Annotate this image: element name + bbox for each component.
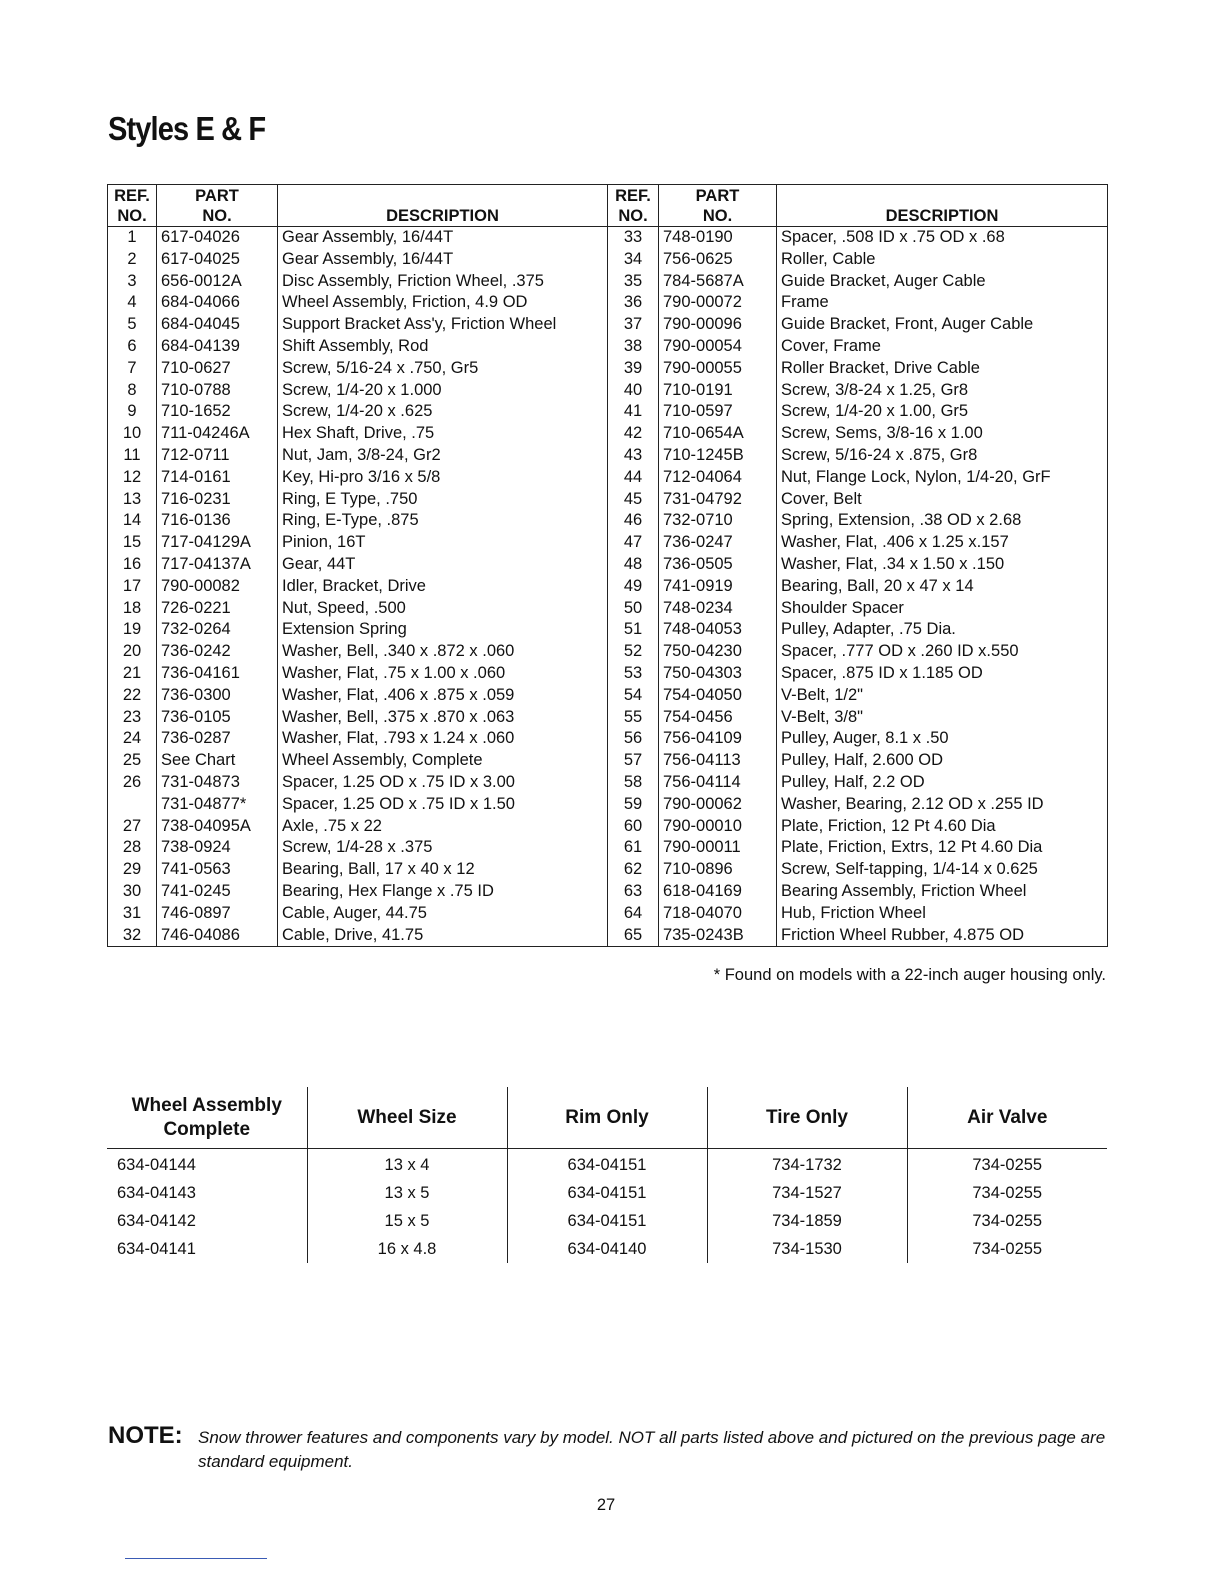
ref-no-cell: 45 bbox=[608, 489, 659, 511]
ref-no-cell: 17 bbox=[122, 576, 142, 595]
wheel-size-cell: 15 x 5 bbox=[307, 1207, 507, 1235]
ref-no-cell: 41 bbox=[608, 401, 659, 423]
part-no-cell: 790-00010 bbox=[659, 816, 777, 838]
parts-table-header bbox=[108, 185, 1108, 227]
part-no-cell: 736-0300 bbox=[157, 685, 278, 707]
description-cell: Key, Hi-pro 3/16 x 5/8 bbox=[278, 467, 608, 489]
ref-no-cell: 8 bbox=[127, 380, 137, 399]
wheel-table-body bbox=[107, 1149, 1107, 1264]
description-cell: Roller Bracket, Drive Cable bbox=[777, 358, 1108, 380]
ref-no-cell: 5 bbox=[127, 315, 137, 334]
ref-no-cell: 14 bbox=[122, 511, 142, 530]
part-no-cell: 712-04064 bbox=[659, 467, 777, 489]
ref-no-cell: 62 bbox=[608, 859, 659, 881]
parts-row bbox=[108, 837, 1108, 859]
part-no-cell: 731-04877* bbox=[157, 794, 278, 816]
parts-row bbox=[108, 489, 1108, 511]
wheel-size-cell: 16 x 4.8 bbox=[307, 1235, 507, 1263]
part-no-cell: 790-00055 bbox=[659, 358, 777, 380]
part-no-cell: 750-04230 bbox=[659, 641, 777, 663]
ref-no-cell: 18 bbox=[122, 598, 142, 617]
description-cell: Spacer, .777 OD x .260 ID x.550 bbox=[777, 641, 1108, 663]
ref-no-cell: 28 bbox=[122, 838, 142, 857]
part-no-cell: 754-0456 bbox=[659, 707, 777, 729]
part-no-cell: 741-0919 bbox=[659, 576, 777, 598]
description-cell: Extension Spring bbox=[278, 619, 608, 641]
part-no-cell: 710-1652 bbox=[157, 401, 278, 423]
description-cell: Screw, 1/4-20 x 1.00, Gr5 bbox=[777, 401, 1108, 423]
ref-no-cell: 61 bbox=[608, 837, 659, 859]
parts-row bbox=[108, 925, 1108, 947]
description-cell: Washer, Bell, .375 x .870 x .063 bbox=[278, 707, 608, 729]
bottom-rule bbox=[125, 1558, 267, 1559]
description-cell: Pulley, Auger, 8.1 x .50 bbox=[777, 728, 1108, 750]
parts-row bbox=[108, 314, 1108, 336]
ref-no-cell: 44 bbox=[608, 467, 659, 489]
parts-row bbox=[108, 881, 1108, 903]
part-no-cell: 617-04026 bbox=[157, 227, 278, 249]
tire-only-cell: 734-1530 bbox=[707, 1235, 907, 1263]
ref-no-cell: 63 bbox=[608, 881, 659, 903]
part-no-cell: 726-0221 bbox=[157, 598, 278, 620]
parts-row bbox=[108, 292, 1108, 314]
part-no-cell: 790-00072 bbox=[659, 292, 777, 314]
part-no-cell: 617-04025 bbox=[157, 249, 278, 271]
ref-no-cell: 53 bbox=[608, 663, 659, 685]
part-no-cell: 684-04139 bbox=[157, 336, 278, 358]
parts-row bbox=[108, 380, 1108, 402]
wheel-table-header bbox=[107, 1087, 1107, 1149]
description-cell: V-Belt, 1/2" bbox=[777, 685, 1108, 707]
ref-no-cell: 13 bbox=[122, 489, 142, 508]
part-no-cell: See Chart bbox=[157, 750, 278, 772]
description-cell: Gear Assembly, 16/44T bbox=[278, 249, 608, 271]
ref-no-cell: 46 bbox=[608, 510, 659, 532]
parts-row bbox=[108, 619, 1108, 641]
part-no-header: PART NO. bbox=[659, 185, 777, 227]
wheel-assembly-complete-cell: 634-04141 bbox=[117, 1240, 196, 1258]
description-cell: Cable, Drive, 41.75 bbox=[278, 925, 608, 947]
parts-row bbox=[108, 554, 1108, 576]
air-valve-cell: 734-0255 bbox=[907, 1179, 1107, 1207]
part-no-cell: 710-0654A bbox=[659, 423, 777, 445]
description-cell: Cable, Auger, 44.75 bbox=[278, 903, 608, 925]
parts-row bbox=[108, 859, 1108, 881]
part-no-cell: 748-0234 bbox=[659, 598, 777, 620]
description-cell: Nut, Speed, .500 bbox=[278, 598, 608, 620]
description-cell: Bearing Assembly, Friction Wheel bbox=[777, 881, 1108, 903]
part-no-cell: 717-04137A bbox=[157, 554, 278, 576]
part-no-cell: 732-0710 bbox=[659, 510, 777, 532]
description-cell: Bearing, Ball, 17 x 40 x 12 bbox=[278, 859, 608, 881]
part-no-cell: 731-04873 bbox=[157, 772, 278, 794]
ref-no-cell: 37 bbox=[608, 314, 659, 336]
part-no-cell: 731-04792 bbox=[659, 489, 777, 511]
description-cell: Washer, Bell, .340 x .872 x .060 bbox=[278, 641, 608, 663]
part-no-cell: 736-0287 bbox=[157, 728, 278, 750]
ref-no-cell: 23 bbox=[122, 707, 142, 726]
description-cell: Bearing, Ball, 20 x 47 x 14 bbox=[777, 576, 1108, 598]
ref-no-cell: 39 bbox=[608, 358, 659, 380]
part-no-cell: 738-0924 bbox=[157, 837, 278, 859]
ref-no-cell: 22 bbox=[122, 685, 142, 704]
page-title: Styles E & F bbox=[108, 110, 266, 147]
ref-no-cell: 1 bbox=[127, 228, 137, 246]
parts-row bbox=[108, 816, 1108, 838]
part-no-cell: 746-0897 bbox=[157, 903, 278, 925]
rim-only-cell: 634-04151 bbox=[507, 1179, 707, 1207]
part-no-cell: 790-00054 bbox=[659, 336, 777, 358]
parts-row bbox=[108, 750, 1108, 772]
description-cell: Pulley, Half, 2.600 OD bbox=[777, 750, 1108, 772]
part-no-cell: 790-00082 bbox=[157, 576, 278, 598]
part-no-cell: 784-5687A bbox=[659, 271, 777, 293]
description-cell: Roller, Cable bbox=[777, 249, 1108, 271]
description-cell: Nut, Jam, 3/8-24, Gr2 bbox=[278, 445, 608, 467]
description-header: DESCRIPTION bbox=[777, 185, 1108, 227]
parts-row bbox=[108, 663, 1108, 685]
description-cell: Pulley, Half, 2.2 OD bbox=[777, 772, 1108, 794]
description-cell: Screw, Sems, 3/8-16 x 1.00 bbox=[777, 423, 1108, 445]
part-no-cell: 710-0627 bbox=[157, 358, 278, 380]
ref-no-cell: 27 bbox=[122, 816, 142, 835]
part-no-cell: 684-04066 bbox=[157, 292, 278, 314]
part-no-cell: 736-04161 bbox=[157, 663, 278, 685]
part-no-cell: 736-0242 bbox=[157, 641, 278, 663]
part-no-cell: 710-1245B bbox=[659, 445, 777, 467]
tire-only-header: Tire Only bbox=[707, 1087, 907, 1149]
ref-no-cell: 50 bbox=[608, 598, 659, 620]
description-cell: Spacer, 1.25 OD x .75 ID x 1.50 bbox=[278, 794, 608, 816]
ref-no-cell: 26 bbox=[122, 772, 142, 791]
part-no-cell: 684-04045 bbox=[157, 314, 278, 336]
wheel-row bbox=[107, 1207, 1107, 1235]
ref-no-cell: 11 bbox=[123, 445, 141, 464]
description-cell: Idler, Bracket, Drive bbox=[278, 576, 608, 598]
ref-no-cell: 9 bbox=[127, 402, 137, 421]
description-cell: Hub, Friction Wheel bbox=[777, 903, 1108, 925]
tire-only-cell: 734-1732 bbox=[707, 1149, 907, 1180]
description-cell: Friction Wheel Rubber, 4.875 OD bbox=[777, 925, 1108, 947]
description-cell: Cover, Frame bbox=[777, 336, 1108, 358]
part-no-cell: 790-00096 bbox=[659, 314, 777, 336]
ref-no-cell: 58 bbox=[608, 772, 659, 794]
description-cell: Frame bbox=[777, 292, 1108, 314]
part-no-cell: 754-04050 bbox=[659, 685, 777, 707]
ref-no-cell: 56 bbox=[608, 728, 659, 750]
wheel-row bbox=[107, 1179, 1107, 1207]
description-cell: Guide Bracket, Auger Cable bbox=[777, 271, 1108, 293]
air-valve-cell: 734-0255 bbox=[907, 1149, 1107, 1180]
part-no-cell: 712-0711 bbox=[157, 445, 278, 467]
ref-no-cell: 59 bbox=[608, 794, 659, 816]
ref-no-cell bbox=[108, 794, 157, 816]
part-no-cell: 732-0264 bbox=[157, 619, 278, 641]
description-cell: Washer, Flat, .793 x 1.24 x .060 bbox=[278, 728, 608, 750]
ref-no-cell: 15 bbox=[122, 533, 142, 552]
part-no-cell: 714-0161 bbox=[157, 467, 278, 489]
ref-no-cell: 2 bbox=[127, 249, 137, 268]
ref-no-cell: 57 bbox=[608, 750, 659, 772]
parts-row bbox=[108, 336, 1108, 358]
ref-no-cell: 52 bbox=[608, 641, 659, 663]
description-cell: Screw, 1/4-28 x .375 bbox=[278, 837, 608, 859]
part-no-cell: 790-00011 bbox=[659, 837, 777, 859]
part-no-cell: 710-0191 bbox=[659, 380, 777, 402]
wheel-row bbox=[107, 1235, 1107, 1263]
part-no-cell: 736-0505 bbox=[659, 554, 777, 576]
ref-no-cell: 64 bbox=[608, 903, 659, 925]
part-no-cell: 716-0136 bbox=[157, 510, 278, 532]
description-cell: Washer, Flat, .406 x 1.25 x.157 bbox=[777, 532, 1108, 554]
description-cell: Spring, Extension, .38 OD x 2.68 bbox=[777, 510, 1108, 532]
parts-row bbox=[108, 510, 1108, 532]
description-cell: Pinion, 16T bbox=[278, 532, 608, 554]
part-no-cell: 710-0788 bbox=[157, 380, 278, 402]
ref-no-cell: 55 bbox=[608, 707, 659, 729]
wheel-assembly-complete-header: Wheel Assembly Complete bbox=[107, 1087, 307, 1149]
description-cell: Washer, Flat, .75 x 1.00 x .060 bbox=[278, 663, 608, 685]
description-cell: Support Bracket Ass'y, Friction Wheel bbox=[278, 314, 608, 336]
part-no-cell: 716-0231 bbox=[157, 489, 278, 511]
ref-no-cell: 10 bbox=[122, 424, 142, 443]
parts-row bbox=[108, 271, 1108, 293]
ref-no-cell: 36 bbox=[608, 292, 659, 314]
ref-no-cell: 30 bbox=[122, 881, 142, 900]
page-number: 27 bbox=[596, 1496, 616, 1514]
description-header: DESCRIPTION bbox=[278, 185, 608, 227]
description-cell: Washer, Flat, .34 x 1.50 x .150 bbox=[777, 554, 1108, 576]
description-cell: Wheel Assembly, Friction, 4.9 OD bbox=[278, 292, 608, 314]
part-no-cell: 710-0896 bbox=[659, 859, 777, 881]
part-no-cell: 756-04109 bbox=[659, 728, 777, 750]
wheel-assembly-complete-cell: 634-04143 bbox=[117, 1184, 196, 1202]
ref-no-cell: 7 bbox=[127, 358, 137, 377]
ref-no-cell: 40 bbox=[608, 380, 659, 402]
description-cell: Screw, Self-tapping, 1/4-14 x 0.625 bbox=[777, 859, 1108, 881]
parts-row bbox=[108, 532, 1108, 554]
parts-row bbox=[108, 903, 1108, 925]
ref-no-cell: 29 bbox=[122, 860, 142, 879]
description-cell: Pulley, Adapter, .75 Dia. bbox=[777, 619, 1108, 641]
description-cell: Disc Assembly, Friction Wheel, .375 bbox=[278, 271, 608, 293]
note-label: NOTE: bbox=[108, 1422, 183, 1449]
rim-only-cell: 634-04151 bbox=[507, 1207, 707, 1235]
ref-no-header: REF. NO. bbox=[108, 185, 157, 227]
parts-row bbox=[108, 358, 1108, 380]
ref-no-cell: 54 bbox=[608, 685, 659, 707]
air-valve-cell: 734-0255 bbox=[907, 1235, 1107, 1263]
ref-no-cell: 34 bbox=[608, 249, 659, 271]
part-no-cell: 741-0563 bbox=[157, 859, 278, 881]
ref-no-cell: 35 bbox=[608, 271, 659, 293]
wheel-assembly-complete-cell: 634-04142 bbox=[117, 1212, 196, 1230]
parts-row bbox=[108, 707, 1108, 729]
description-cell: Screw, 5/16-24 x .750, Gr5 bbox=[278, 358, 608, 380]
ref-no-cell: 32 bbox=[122, 925, 142, 944]
ref-no-cell: 48 bbox=[608, 554, 659, 576]
parts-row bbox=[108, 598, 1108, 620]
wheel-assembly-complete-cell: 634-04144 bbox=[117, 1156, 196, 1174]
ref-no-cell: 47 bbox=[608, 532, 659, 554]
parts-row bbox=[108, 772, 1108, 794]
ref-no-cell: 65 bbox=[608, 925, 659, 947]
ref-no-cell: 43 bbox=[608, 445, 659, 467]
description-cell: Gear Assembly, 16/44T bbox=[278, 227, 608, 249]
ref-no-cell: 42 bbox=[608, 423, 659, 445]
wheel-assembly-table bbox=[107, 1087, 1107, 1263]
part-no-header: PART NO. bbox=[157, 185, 278, 227]
description-cell: Guide Bracket, Front, Auger Cable bbox=[777, 314, 1108, 336]
ref-no-cell: 33 bbox=[608, 227, 659, 249]
ref-no-cell: 31 bbox=[122, 903, 142, 922]
note-text: Snow thrower features and components vary by model. NOT all parts listed above and pictured on the previous page are standard equipment. bbox=[198, 1428, 1106, 1471]
description-cell: Gear, 44T bbox=[278, 554, 608, 576]
ref-no-header: REF. NO. bbox=[608, 185, 659, 227]
parts-table-body bbox=[108, 227, 1108, 947]
description-cell: Axle, .75 x 22 bbox=[278, 816, 608, 838]
ref-no-cell: 4 bbox=[127, 293, 137, 312]
part-no-cell: 748-04053 bbox=[659, 619, 777, 641]
parts-row bbox=[108, 641, 1108, 663]
ref-no-cell: 24 bbox=[122, 729, 142, 748]
wheel-size-header: Wheel Size bbox=[307, 1087, 507, 1149]
parts-row bbox=[108, 401, 1108, 423]
description-cell: Spacer, 1.25 OD x .75 ID x 3.00 bbox=[278, 772, 608, 794]
wheel-row bbox=[107, 1149, 1107, 1180]
ref-no-cell: 60 bbox=[608, 816, 659, 838]
parts-row bbox=[108, 685, 1108, 707]
parts-row bbox=[108, 249, 1108, 271]
ref-no-cell: 3 bbox=[127, 271, 137, 290]
description-cell: Nut, Flange Lock, Nylon, 1/4-20, GrF bbox=[777, 467, 1108, 489]
description-cell: V-Belt, 3/8" bbox=[777, 707, 1108, 729]
part-no-cell: 711-04246A bbox=[157, 423, 278, 445]
description-cell: Screw, 3/8-24 x 1.25, Gr8 bbox=[777, 380, 1108, 402]
ref-no-cell: 19 bbox=[122, 620, 142, 639]
parts-row bbox=[108, 227, 1108, 249]
part-no-cell: 790-00062 bbox=[659, 794, 777, 816]
description-cell: Washer, Flat, .406 x .875 x .059 bbox=[278, 685, 608, 707]
description-cell: Shoulder Spacer bbox=[777, 598, 1108, 620]
parts-row bbox=[108, 794, 1108, 816]
part-no-cell: 736-0105 bbox=[157, 707, 278, 729]
description-cell: Bearing, Hex Flange x .75 ID bbox=[278, 881, 608, 903]
ref-no-cell: 20 bbox=[122, 642, 142, 661]
ref-no-cell: 6 bbox=[127, 336, 137, 355]
description-cell: Screw, 1/4-20 x .625 bbox=[278, 401, 608, 423]
description-cell: Spacer, .508 ID x .75 OD x .68 bbox=[777, 227, 1108, 249]
parts-row bbox=[108, 445, 1108, 467]
parts-row bbox=[108, 423, 1108, 445]
description-cell: Screw, 5/16-24 x .875, Gr8 bbox=[777, 445, 1108, 467]
part-no-cell: 656-0012A bbox=[157, 271, 278, 293]
description-cell: Wheel Assembly, Complete bbox=[278, 750, 608, 772]
part-no-cell: 756-04113 bbox=[659, 750, 777, 772]
parts-row bbox=[108, 576, 1108, 598]
part-no-cell: 756-04114 bbox=[659, 772, 777, 794]
part-no-cell: 748-0190 bbox=[659, 227, 777, 249]
parts-row bbox=[108, 467, 1108, 489]
description-cell: Shift Assembly, Rod bbox=[278, 336, 608, 358]
description-cell: Hex Shaft, Drive, .75 bbox=[278, 423, 608, 445]
air-valve-cell: 734-0255 bbox=[907, 1207, 1107, 1235]
wheel-size-cell: 13 x 5 bbox=[307, 1179, 507, 1207]
part-no-cell: 717-04129A bbox=[157, 532, 278, 554]
description-cell: Cover, Belt bbox=[777, 489, 1108, 511]
description-cell: Washer, Bearing, 2.12 OD x .255 ID bbox=[777, 794, 1108, 816]
ref-no-cell: 25 bbox=[122, 751, 142, 770]
rim-only-cell: 634-04151 bbox=[507, 1149, 707, 1180]
wheel-size-cell: 13 x 4 bbox=[307, 1149, 507, 1180]
part-no-cell: 618-04169 bbox=[659, 881, 777, 903]
part-no-cell: 736-0247 bbox=[659, 532, 777, 554]
ref-no-cell: 12 bbox=[122, 467, 142, 486]
tire-only-cell: 734-1527 bbox=[707, 1179, 907, 1207]
part-no-cell: 735-0243B bbox=[659, 925, 777, 947]
part-no-cell: 756-0625 bbox=[659, 249, 777, 271]
part-no-cell: 710-0597 bbox=[659, 401, 777, 423]
description-cell: Screw, 1/4-20 x 1.000 bbox=[278, 380, 608, 402]
description-cell: Spacer, .875 ID x 1.185 OD bbox=[777, 663, 1108, 685]
tire-only-cell: 734-1859 bbox=[707, 1207, 907, 1235]
ref-no-cell: 21 bbox=[122, 663, 142, 682]
description-cell: Plate, Friction, Extrs, 12 Pt 4.60 Dia bbox=[777, 837, 1108, 859]
part-no-cell: 746-04086 bbox=[157, 925, 278, 947]
air-valve-header: Air Valve bbox=[907, 1087, 1107, 1149]
footnote: * Found on models with a 22-inch auger housing only. bbox=[713, 966, 1106, 984]
description-cell: Ring, E Type, .750 bbox=[278, 489, 608, 511]
part-no-cell: 750-04303 bbox=[659, 663, 777, 685]
ref-no-cell: 38 bbox=[608, 336, 659, 358]
description-cell: Plate, Friction, 12 Pt 4.60 Dia bbox=[777, 816, 1108, 838]
ref-no-cell: 51 bbox=[608, 619, 659, 641]
ref-no-cell: 16 bbox=[122, 554, 142, 573]
rim-only-cell: 634-04140 bbox=[507, 1235, 707, 1263]
parts-list-table bbox=[107, 184, 1108, 947]
ref-no-cell: 49 bbox=[608, 576, 659, 598]
parts-row bbox=[108, 728, 1108, 750]
part-no-cell: 741-0245 bbox=[157, 881, 278, 903]
rim-only-header: Rim Only bbox=[507, 1087, 707, 1149]
description-cell: Ring, E-Type, .875 bbox=[278, 510, 608, 532]
part-no-cell: 718-04070 bbox=[659, 903, 777, 925]
part-no-cell: 738-04095A bbox=[157, 816, 278, 838]
